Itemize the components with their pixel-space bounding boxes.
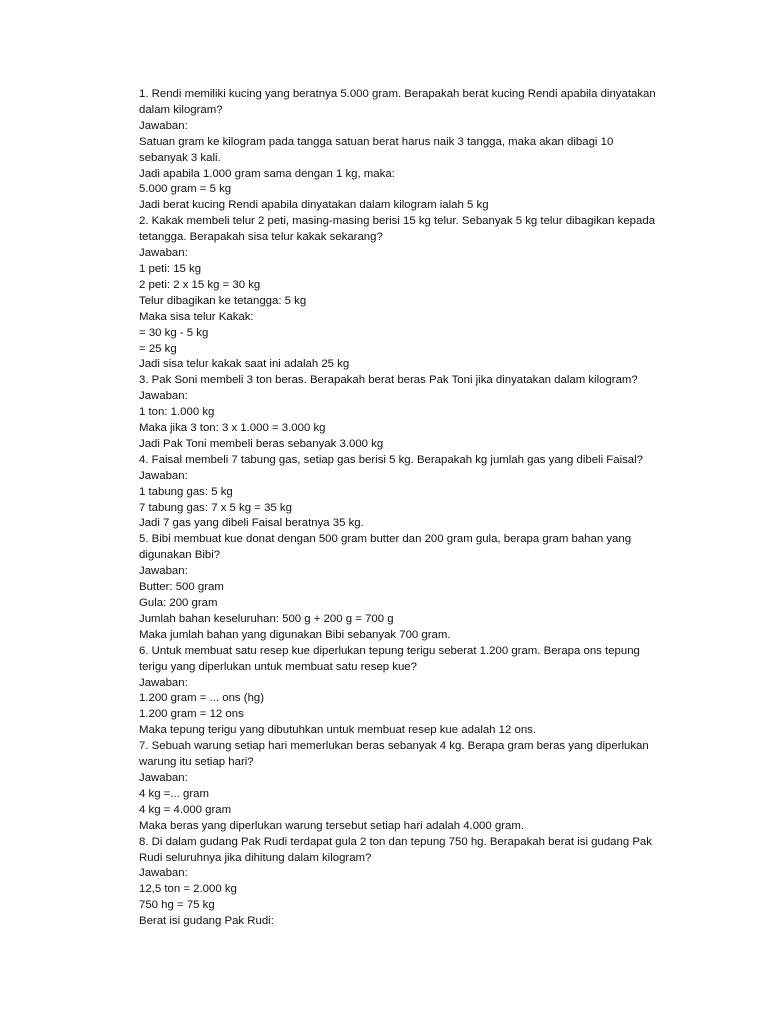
text-line: Jadi sisa telur kakak saat ini adalah 25 kg xyxy=(139,358,350,371)
text-line: 1.200 gram = 12 ons xyxy=(139,708,244,721)
text-line: 4. Faisal membeli 7 tabung gas, setiap gas berisi 5 kg. Berapakah kg jumlah gas yang dibeli Faisal? xyxy=(139,453,644,466)
text-line: sebanyak 3 kali. xyxy=(139,151,221,164)
text-line: 1 tabung gas: 5 kg xyxy=(139,485,233,498)
text-line: Jawaban: xyxy=(139,771,188,784)
text-line: Jadi 7 gas yang dibeli Faisal beratnya 35 kg. xyxy=(139,517,364,530)
text-line: Jadi berat kucing Rendi apabila dinyatakan dalam kilogram ialah 5 kg xyxy=(139,199,489,212)
text-line: Butter: 500 gram xyxy=(139,581,224,594)
text-line: Maka sisa telur Kakak: xyxy=(139,310,254,323)
text-line: 4 kg =... gram xyxy=(139,787,209,800)
text-line: Gula: 200 gram xyxy=(139,597,218,609)
text-line: tetangga. Berapakah sisa telur kakak sekarang? xyxy=(139,231,383,244)
text-line: Satuan gram ke kilogram pada tangga satuan berat harus naik 3 tangga, maka akan dibagi 10 xyxy=(139,135,614,148)
text-line: Jawaban: xyxy=(139,119,188,132)
text-line: 7 tabung gas: 7 x 5 kg = 35 kg xyxy=(139,501,292,514)
text-line: Jawaban: xyxy=(139,676,188,689)
text-line: 7. Sebuah warung setiap hari memerlukan beras sebanyak 4 kg. Berapa gram beras yang diperlukan xyxy=(139,740,649,753)
text-line: 4 kg = 4.000 gram xyxy=(139,803,232,816)
text-line: 12,5 ton = 2.000 kg xyxy=(139,883,237,896)
text-line: 6. Untuk membuat satu resep kue diperlukan tepung terigu seberat 1.200 gram. Berapa ons tepung xyxy=(139,644,640,657)
text-line: 1 peti: 15 kg xyxy=(139,262,202,275)
text-line: Rudi seluruhnya jika dihitung dalam kilogram? xyxy=(139,851,372,864)
text-line: 8. Di dalam gudang Pak Rudi terdapat gula 2 ton dan tepung 750 hg. Berapakah berat isi gudang Pak xyxy=(139,835,652,848)
text-line: digunakan Bibi? xyxy=(139,549,221,562)
text-line: Maka beras yang diperlukan warung tersebut setiap hari adalah 4.000 gram. xyxy=(139,819,524,832)
text-line: Berat isi gudang Pak Rudi: xyxy=(139,915,274,928)
text-line: Jawaban: xyxy=(139,247,188,260)
text-line: 1 ton: 1.000 kg xyxy=(139,406,215,419)
document-body xyxy=(139,87,699,930)
text-line: = 30 kg - 5 kg xyxy=(139,326,209,339)
text-line: = 25 kg xyxy=(139,342,177,355)
text-line: 2. Kakak membeli telur 2 peti, masing-masing berisi 15 kg telur. Sebanyak 5 kg telur dibagikan kepada xyxy=(139,215,656,228)
text-line: terigu yang diperlukan untuk membuat satu resep kue? xyxy=(139,660,417,673)
text-line: 1. Rendi memiliki kucing yang beratnya 5.000 gram. Berapakah berat kucing Rendi apabila dinyatakan xyxy=(139,88,656,100)
text-line: Jumlah bahan keseluruhan: 500 g + 200 g = 700 g xyxy=(139,612,394,625)
text-line: Jadi apabila 1.000 gram sama dengan 1 kg, maka: xyxy=(139,167,395,180)
text-line: Jawaban: xyxy=(139,867,188,880)
text-line: 1.200 gram = ... ons (hg) xyxy=(139,692,265,705)
text-line: 750 hg = 75 kg xyxy=(139,899,215,912)
text-line: Telur dibagikan ke tetangga: 5 kg xyxy=(139,294,307,307)
text-line: Maka jumlah bahan yang digunakan Bibi sebanyak 700 gram. xyxy=(139,628,451,641)
text-line: warung itu setiap hari? xyxy=(139,756,254,769)
text-line: Jawaban: xyxy=(139,565,188,578)
text-line: Jadi Pak Toni membeli beras sebanyak 3.000 kg xyxy=(139,437,384,450)
text-line: Maka jika 3 ton: 3 x 1.000 = 3.000 kg xyxy=(139,422,326,435)
text-line: dalam kilogram? xyxy=(139,103,223,116)
text-line: Maka tepung terigu yang dibutuhkan untuk membuat resep kue adalah 12 ons. xyxy=(139,724,537,737)
text-line: 2 peti: 2 x 15 kg = 30 kg xyxy=(139,278,261,291)
text-line: 3. Pak Soni membeli 3 ton beras. Berapakah berat beras Pak Toni jika dinyatakan dalam kilogram? xyxy=(139,374,638,387)
text-line: 5.000 gram = 5 kg xyxy=(139,183,232,196)
text-line: Jawaban: xyxy=(139,469,188,482)
text-line: 5. Bibi membuat kue donat dengan 500 gram butter dan 200 gram gula, berapa gram bahan yang xyxy=(139,533,632,546)
text-line: Jawaban: xyxy=(139,390,188,403)
